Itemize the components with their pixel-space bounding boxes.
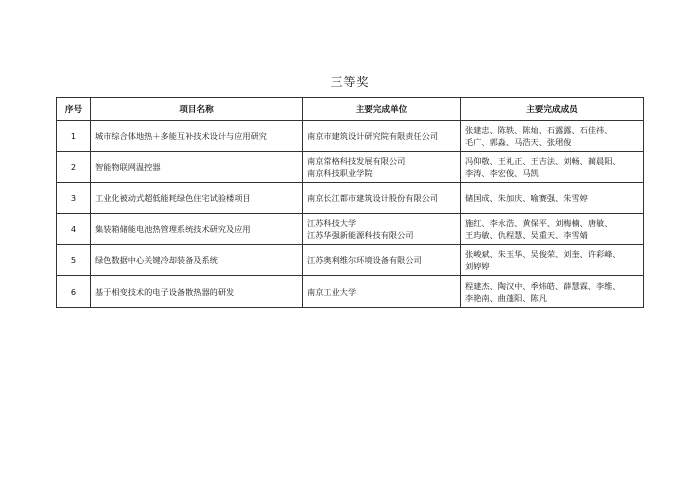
header-members: 主要完成成员 bbox=[461, 98, 644, 121]
members bbox=[461, 152, 644, 183]
table-row bbox=[57, 183, 644, 214]
header-no: 序号 bbox=[57, 98, 91, 121]
table-row bbox=[57, 245, 644, 276]
project-name: 智能物联网温控器 bbox=[91, 152, 303, 183]
completion-unit bbox=[303, 245, 461, 276]
awards-table bbox=[56, 97, 644, 308]
members-line: 刘婷婷 bbox=[465, 261, 490, 271]
page-title: 三等奖 bbox=[330, 75, 370, 89]
row-number: 3 bbox=[57, 183, 91, 214]
members bbox=[461, 245, 644, 276]
unit-line: 江苏奥利维尔环境设备有限公司 bbox=[307, 255, 422, 265]
table-row bbox=[57, 152, 644, 183]
table-row bbox=[57, 276, 644, 308]
completion-unit bbox=[303, 276, 461, 308]
row-number: 4 bbox=[57, 214, 91, 245]
table-header-row bbox=[57, 98, 644, 121]
members-line: 李涛、李宏俊、马凯 bbox=[465, 168, 539, 178]
completion-unit bbox=[303, 121, 461, 152]
members-line: 程建杰、陶汉中、季炜皓、薛慧霖、李维、 bbox=[465, 280, 621, 291]
row-number: 2 bbox=[57, 152, 91, 183]
members bbox=[461, 214, 644, 245]
completion-unit bbox=[303, 214, 461, 245]
unit-line: 南京常格科技发展有限公司 bbox=[307, 156, 406, 166]
unit-line: 江苏科技大学 bbox=[307, 218, 357, 228]
row-number: 5 bbox=[57, 245, 91, 276]
row-number: 6 bbox=[57, 276, 91, 308]
header-project: 项目名称 bbox=[91, 98, 303, 121]
completion-unit bbox=[303, 183, 461, 214]
table-row bbox=[57, 121, 644, 152]
members bbox=[461, 121, 644, 152]
members-line: 毛广、郭淼、马浩天、张珺俊 bbox=[465, 137, 572, 147]
members-line: 李艳南、曲蓬阳、陈凡 bbox=[465, 292, 547, 303]
members-line: 张建忠、陈轶、陈灿、石露露、石佳祎、 bbox=[465, 125, 613, 135]
members-line: 施红、李永浩、黄保平、刘梅楠、唐敏、 bbox=[465, 218, 613, 228]
unit-line: 南京长江都市建筑设计股份有限公司 bbox=[307, 193, 439, 203]
project-name: 基于相变技术的电子设备散热器的研发 bbox=[91, 276, 303, 308]
unit-line: 江苏华强新能源科技有限公司 bbox=[307, 230, 414, 240]
unit-line: 南京科技职业学院 bbox=[307, 168, 373, 178]
project-name: 绿色数据中心关键冷却装备及系统 bbox=[91, 245, 303, 276]
unit-line: 南京市建筑设计研究院有限责任公司 bbox=[307, 131, 439, 141]
members bbox=[461, 183, 644, 214]
unit-line: 南京工业大学 bbox=[307, 286, 357, 297]
members-line: 张峻斌、朱玉华、吴俊荣、刘奎、许彩峰、 bbox=[465, 249, 621, 259]
completion-unit bbox=[303, 152, 461, 183]
project-name: 集装箱储能电池热管理系统技术研究及应用 bbox=[91, 214, 303, 245]
members-line: 储国成、朱加庆、喻赛强、朱雪婷 bbox=[465, 193, 588, 203]
row-number: 1 bbox=[57, 121, 91, 152]
members bbox=[461, 276, 644, 308]
project-name: 城市综合体地热＋多能互补技术设计与应用研究 bbox=[91, 121, 303, 152]
table-row bbox=[57, 214, 644, 245]
header-unit: 主要完成单位 bbox=[303, 98, 461, 121]
project-name: 工业化被动式超低能耗绿色住宅试验楼项目 bbox=[91, 183, 303, 214]
members-line: 王玙敏、仇程慧、吴重天、李雪婧 bbox=[465, 230, 588, 240]
members-line: 冯仰敬、王礼正、王吉法、刘畅、蔺晨阳、 bbox=[465, 156, 621, 166]
